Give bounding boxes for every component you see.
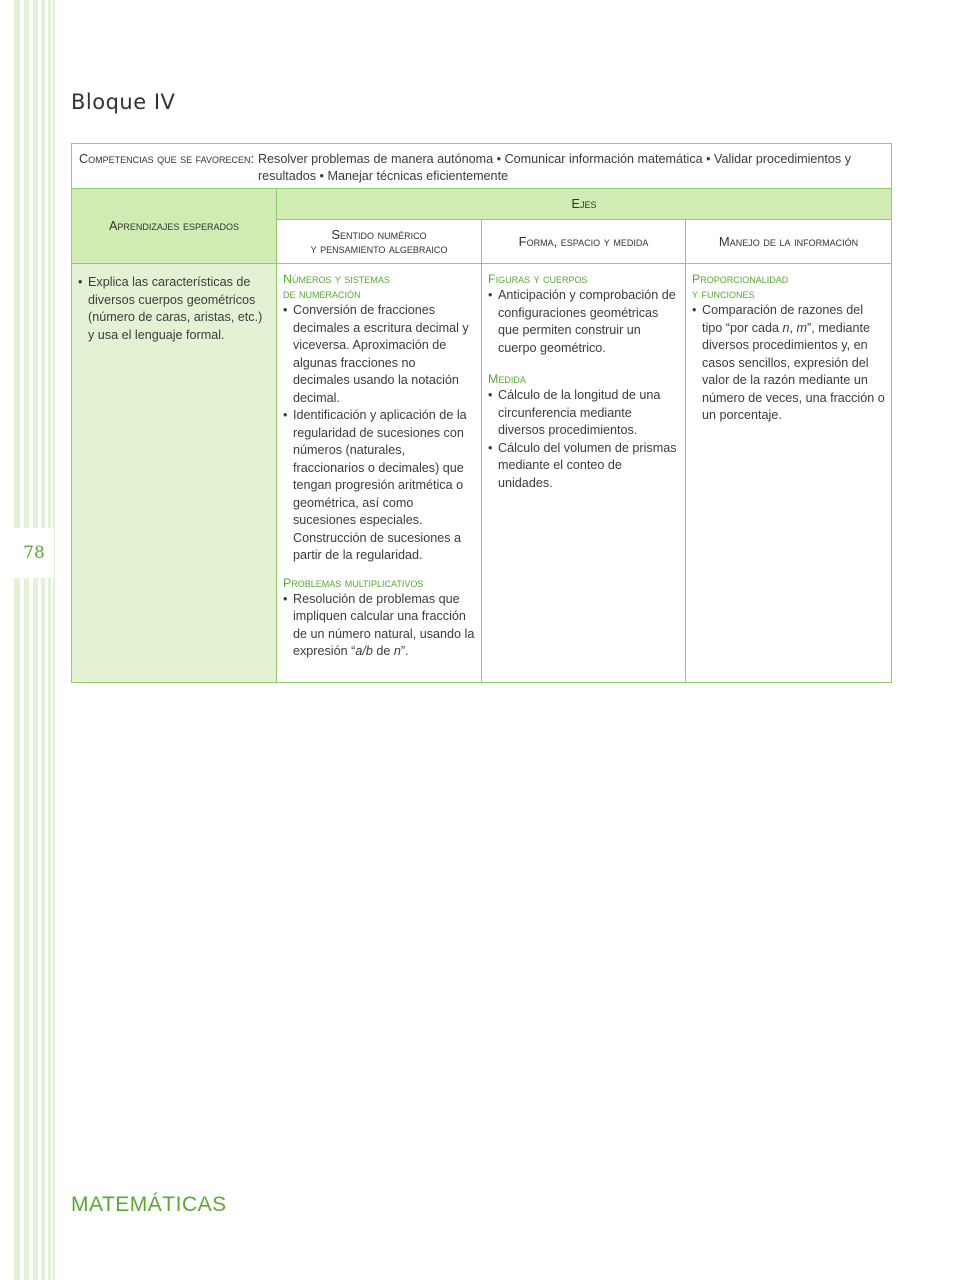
competencias-text: Resolver problemas de manera autónoma • Comunicar información matemática • Validar procedimientos y resultados • Manejar técnicas eficientemente	[257, 152, 852, 183]
item-text: ”.	[400, 644, 409, 658]
competencias-label: Competencias que se favorecen:	[79, 152, 254, 166]
header-aprendizajes: Aprendizajes esperados	[72, 189, 277, 264]
list-item: • Conversión de fracciones decimales a escritura decimal y viceversa. Aproximación de algunas fracciones no decimales usando la notación decimal.	[283, 302, 475, 407]
margin-stripe	[33, 0, 38, 1280]
section-title-problemas: Problemas multiplicativos	[283, 575, 424, 590]
margin-stripe	[14, 0, 20, 1280]
margin-stripe	[24, 0, 29, 1280]
item-emphasis: a/b	[355, 644, 373, 658]
aprendizajes-cell	[72, 264, 277, 683]
margin-stripe	[41, 0, 45, 1280]
item-emphasis: m	[796, 320, 808, 335]
list-item	[283, 591, 475, 661]
forma-espacio-cell	[482, 264, 686, 683]
manejo-informacion-cell	[686, 264, 892, 683]
sentido-numerico-cell	[277, 264, 482, 683]
margin-stripe	[48, 0, 51, 1280]
item-text: Comparación de razones del tipo “por cada	[702, 303, 864, 335]
list-item: • Anticipación y comprobación de configuraciones geométricas que permiten construir un cuerpo geométrico.	[488, 287, 679, 357]
section-title-medida: Medida	[488, 372, 526, 386]
section-title-numeros-line1: Números y sistemas	[283, 272, 390, 286]
header-manejo-informacion: Manejo de la información	[686, 220, 892, 264]
item-text: Resolución de problemas que impliquen calcular una fracción de un número natural, usando la expresión “	[293, 591, 475, 658]
section-title-proporcionalidad-line2: y funciones	[692, 287, 755, 301]
header-sentido-line1: Sentido numérico	[331, 226, 427, 242]
item-text: ,	[789, 320, 797, 335]
competencias-row	[72, 144, 892, 189]
curriculum-table	[71, 143, 892, 683]
item-emphasis: n	[393, 644, 401, 658]
header-sentido-numerico	[277, 220, 482, 264]
list-item: • Cálculo del volumen de prismas mediante el conteo de unidades.	[488, 440, 679, 493]
list-item: • Cálculo de la longitud de una circunferencia mediante diversos procedimientos.	[488, 387, 679, 440]
item-text: ”, mediante diversos procedimientos y, en casos sencillos, expresión del valor de la razón mediante un número de veces, una fracción o un porcentaje.	[702, 320, 885, 422]
header-sentido-line2: y pensamiento algebraico	[310, 241, 448, 256]
section-title-figuras: Figuras y cuerpos	[488, 272, 588, 286]
header-ejes: Ejes	[277, 189, 892, 220]
margin-stripe	[53, 0, 55, 1280]
item-text: de	[372, 644, 394, 658]
section-title-proporcionalidad-line1: Proporcionalidad	[692, 272, 789, 286]
list-item	[692, 302, 885, 425]
item-emphasis: n	[782, 320, 790, 335]
page-number: 78	[14, 528, 54, 578]
block-title: Bloque IV	[71, 90, 176, 114]
aprendizaje-item: • Explica las características de diversos cuerpos geométricos (número de caras, aristas, etc.) y usa el lenguaje formal.	[78, 274, 270, 344]
header-forma-espacio: Forma, espacio y medida	[482, 220, 686, 264]
subject-footer: MATEMÁTICAS	[71, 1193, 227, 1216]
list-item: • Identificación y aplicación de la regularidad de sucesiones con números (naturales, fraccionarios o decimales) que tengan progresión aritmética o geométrica, así como sucesiones especiales. Construcción de sucesiones a partir de la regularidad.	[283, 407, 475, 565]
section-title-numeros-line2: de numeración	[283, 287, 361, 301]
